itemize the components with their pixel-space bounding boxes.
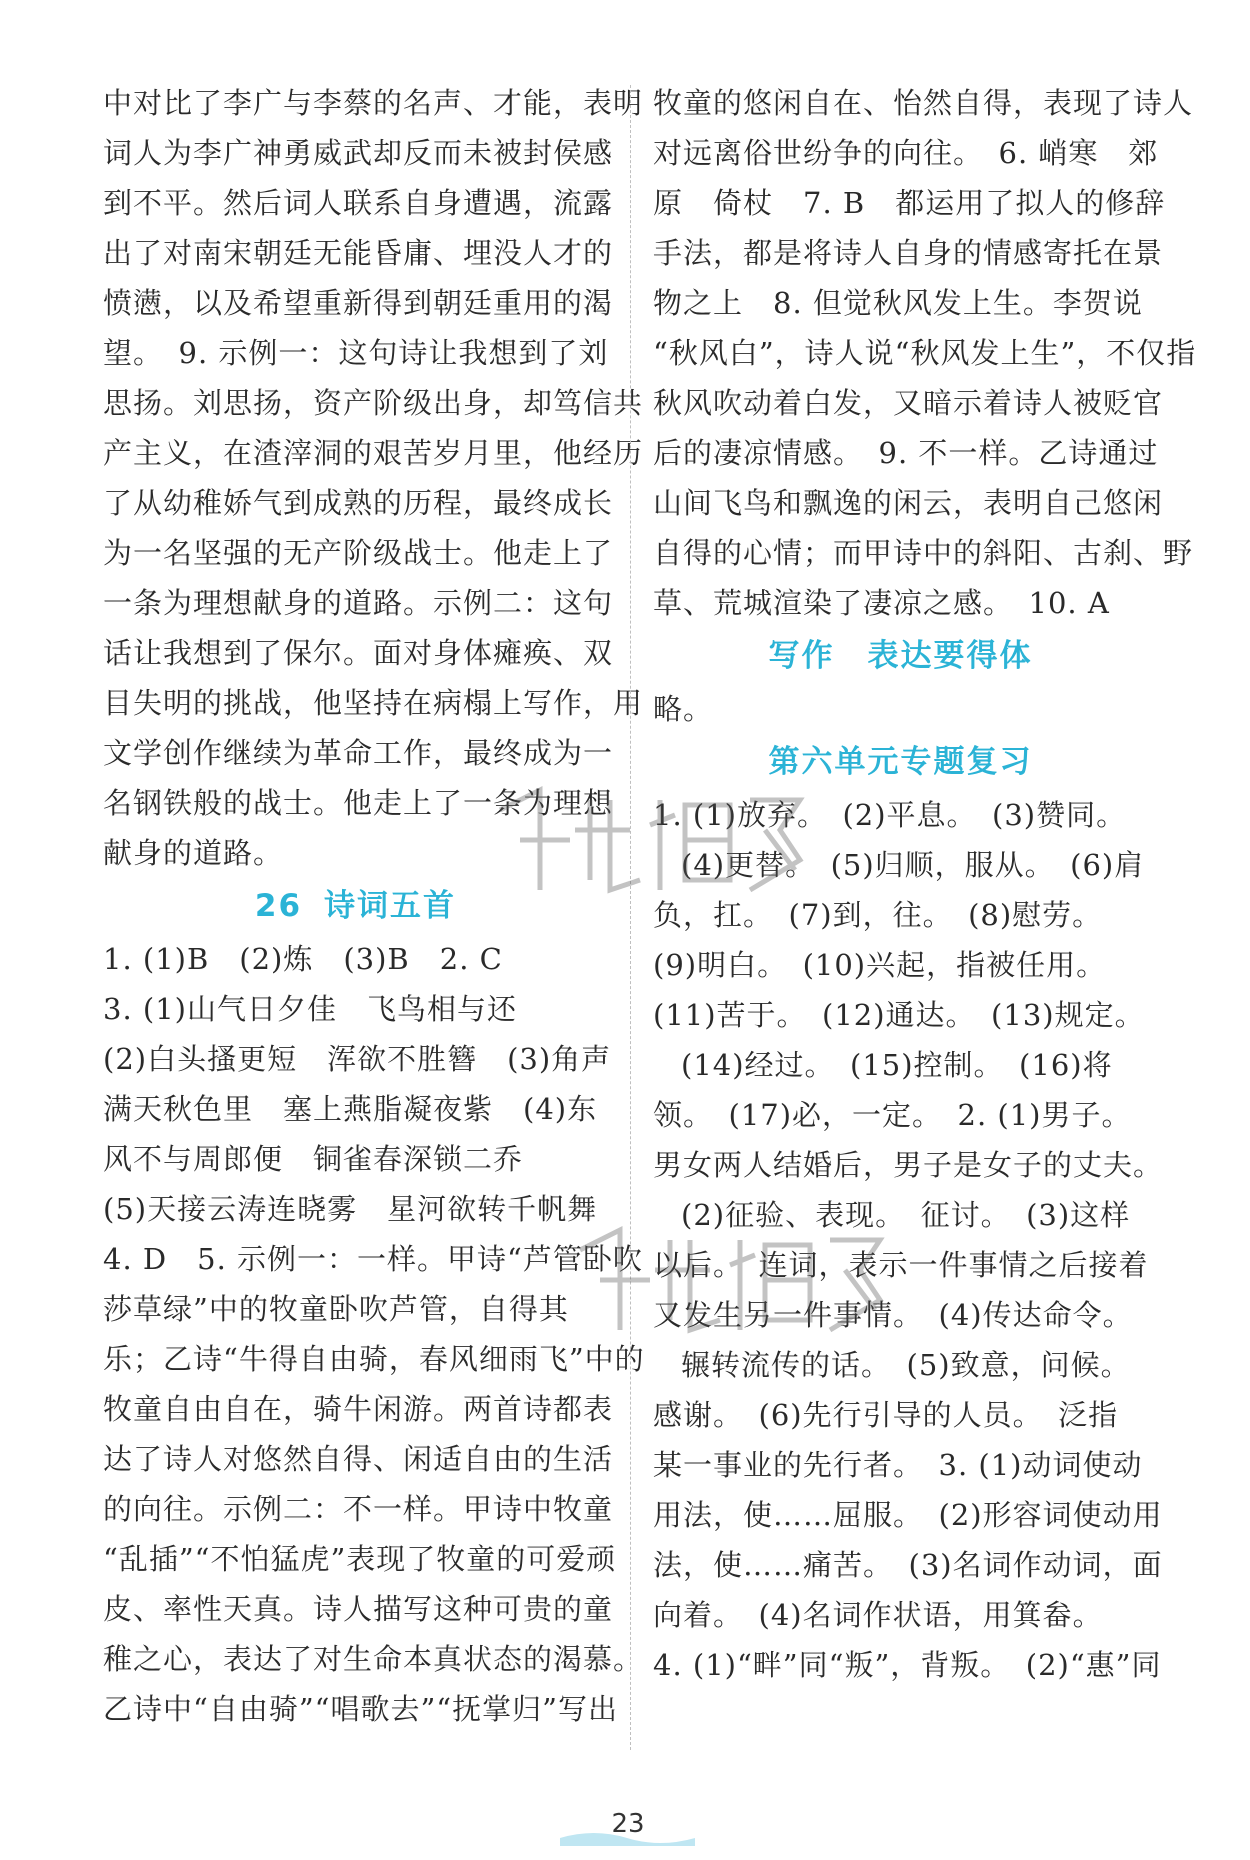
text-line: 又发生另一件事情。 (4)传达命令。 <box>653 1298 1133 1332</box>
page-footer <box>0 1809 1250 1844</box>
text-line: 望。 9. 示例一：这句诗让我想到了刘 <box>103 336 609 370</box>
text-line: 秋风吹动着白发，又暗示着诗人被贬官 <box>653 386 1164 420</box>
text-line: 一条为理想献身的道路。示例二：这句 <box>103 586 614 620</box>
text-line: “秋风白”，诗人说“秋风发上生”，不仅指 <box>653 336 1197 370</box>
text-line: 4. (1)“畔”同“叛”，背叛。 (2)“惠”同 <box>653 1648 1162 1682</box>
page-number: 23 <box>611 1809 645 1839</box>
text-line: 1. (1)B (2)炼 (3)B 2. C <box>103 942 503 976</box>
text-line: “乱插”“不怕猛虎”表现了牧童的可爱顽 <box>103 1542 617 1576</box>
text-line: 了从幼稚娇气到成熟的历程，最终成长 <box>103 486 614 520</box>
text-line: (5)天接云涛连晓雾 星河欲转千帆舞 <box>103 1192 598 1226</box>
text-line: 满天秋色里 塞上燕脂凝夜紫 (4)东 <box>103 1092 598 1126</box>
text-line: 话让我想到了保尔。面对身体瘫痪、双 <box>103 636 614 670</box>
text-line: 手法，都是将诗人自身的情感寄托在景 <box>653 236 1164 270</box>
text-line: 物之上 8. 但觉秋风发上生。李贺说 <box>653 286 1143 320</box>
text-line: (4)更替。 (5)归顺，服从。 (6)肩 <box>681 848 1145 882</box>
text-line: 草、荒城渲染了凄凉之感。 10. A <box>653 586 1110 620</box>
text-line: 法，使……痛苦。 (3)名词作动词，面 <box>653 1548 1163 1582</box>
text-line: 用法，使……屈服。 (2)形容词使动用 <box>653 1498 1163 1532</box>
review-heading: 第六单元专题复习 <box>768 744 1033 780</box>
text-line: 词人为李广神勇威武却反而未被封侯感 <box>103 136 614 170</box>
text-line: 略。 <box>653 692 714 726</box>
text-line: 原 倚杖 7. B 都运用了拟人的修辞 <box>653 186 1166 220</box>
text-line: 男女两人结婚后，男子是女子的丈夫。 <box>653 1148 1164 1182</box>
text-line: 愤懑，以及希望重新得到朝廷重用的渴 <box>103 286 614 320</box>
text-line: 献身的道路。 <box>103 836 284 870</box>
text-line: 稚之心，表达了对生命本真状态的渴慕。 <box>103 1642 644 1676</box>
text-line: 后的凄凉情感。 9. 不一样。乙诗通过 <box>653 436 1159 470</box>
text-line: 文学创作继续为革命工作，最终成为一 <box>103 736 614 770</box>
text-line: 中对比了李广与李蔡的名声、才能，表明 <box>103 86 644 120</box>
text-line: 某一事业的先行者。 3. (1)动词使动 <box>653 1448 1143 1482</box>
text-line: (2)征验、表现。 征讨。 (3)这样 <box>681 1198 1131 1232</box>
text-line: 自得的心情；而甲诗中的斜阳、古刹、野 <box>653 536 1194 570</box>
text-line: 4. D 5. 示例一：一样。甲诗“芦管卧吹 <box>103 1242 643 1276</box>
left-column <box>103 78 645 1734</box>
text-line: 1. (1)放弃。 (2)平息。 (3)赞同。 <box>653 798 1127 832</box>
text-line: 3. (1)山气日夕佳 飞鸟相与还 <box>103 992 517 1026</box>
text-line: (11)苦于。 (12)通达。 (13)规定。 <box>653 998 1145 1032</box>
text-line: 乙诗中“自由骑”“唱歌去”“抚掌归”写出 <box>103 1692 618 1726</box>
writing-heading: 写作 表达要得体 <box>768 638 1033 674</box>
text-line: 为一名坚强的无产阶级战士。他走上了 <box>103 536 614 570</box>
text-line: 皮、率性天真。诗人描写这种可贵的童 <box>103 1592 614 1626</box>
text-line: 目失明的挑战，他坚持在病榻上写作，用 <box>103 686 644 720</box>
text-line: 莎草绿”中的牧童卧吹芦管，自得其 <box>103 1292 569 1326</box>
text-line: 辗转流传的话。 (5)致意，问候。 <box>681 1348 1131 1382</box>
text-line: 以后。 连词，表示一件事情之后接着 <box>653 1248 1149 1282</box>
text-line: 产主义，在渣滓洞的艰苦岁月里，他经历 <box>103 436 644 470</box>
text-line: 到不平。然后词人联系自身遭遇，流露 <box>103 186 614 220</box>
text-line: 风不与周郎便 铜雀春深锁二乔 <box>103 1142 524 1176</box>
text-line: 的向往。示例二：不一样。甲诗中牧童 <box>103 1492 614 1526</box>
text-line: 向着。 (4)名词作状语，用箕畚。 <box>653 1598 1103 1632</box>
section-number: 26 <box>254 888 303 924</box>
text-line: (9)明白。 (10)兴起，指被任用。 <box>653 948 1107 982</box>
text-line: 感谢。 (6)先行引导的人员。 泛指 <box>653 1398 1119 1432</box>
text-line: 出了对南宋朝廷无能昏庸、埋没人才的 <box>103 236 614 270</box>
text-line: 负，扛。 (7)到，往。 (8)慰劳。 <box>653 898 1103 932</box>
text-line: (2)白头搔更短 浑欲不胜簪 (3)角声 <box>103 1042 612 1076</box>
right-column <box>653 78 1197 1690</box>
text-line: 对远离俗世纷争的向往。 6. 峭寒 郊 <box>653 136 1159 170</box>
text-line: 达了诗人对悠然自得、闲适自由的生活 <box>103 1442 614 1476</box>
text-line: 山间飞鸟和飘逸的闲云，表明自己悠闲 <box>653 486 1164 520</box>
text-line: 名钢铁般的战士。他走上了一条为理想 <box>103 786 614 820</box>
text-line: 思扬。刘思扬，资产阶级出身，却笃信共 <box>103 386 644 420</box>
text-line: 乐；乙诗“牛得自由骑，春风细雨飞”中的 <box>103 1342 645 1376</box>
text-line: 牧童的悠闲自在、怡然自得，表现了诗人 <box>653 86 1194 120</box>
section-heading-26 <box>103 878 608 934</box>
text-line: (14)经过。 (15)控制。 (16)将 <box>681 1048 1113 1082</box>
column-divider <box>630 85 631 1750</box>
text-line: 领。 (17)必，一定。 2. (1)男子。 <box>653 1098 1132 1132</box>
text-line: 牧童自由自在，骑牛闲游。两首诗都表 <box>103 1392 614 1426</box>
section-title: 诗词五首 <box>324 888 457 924</box>
